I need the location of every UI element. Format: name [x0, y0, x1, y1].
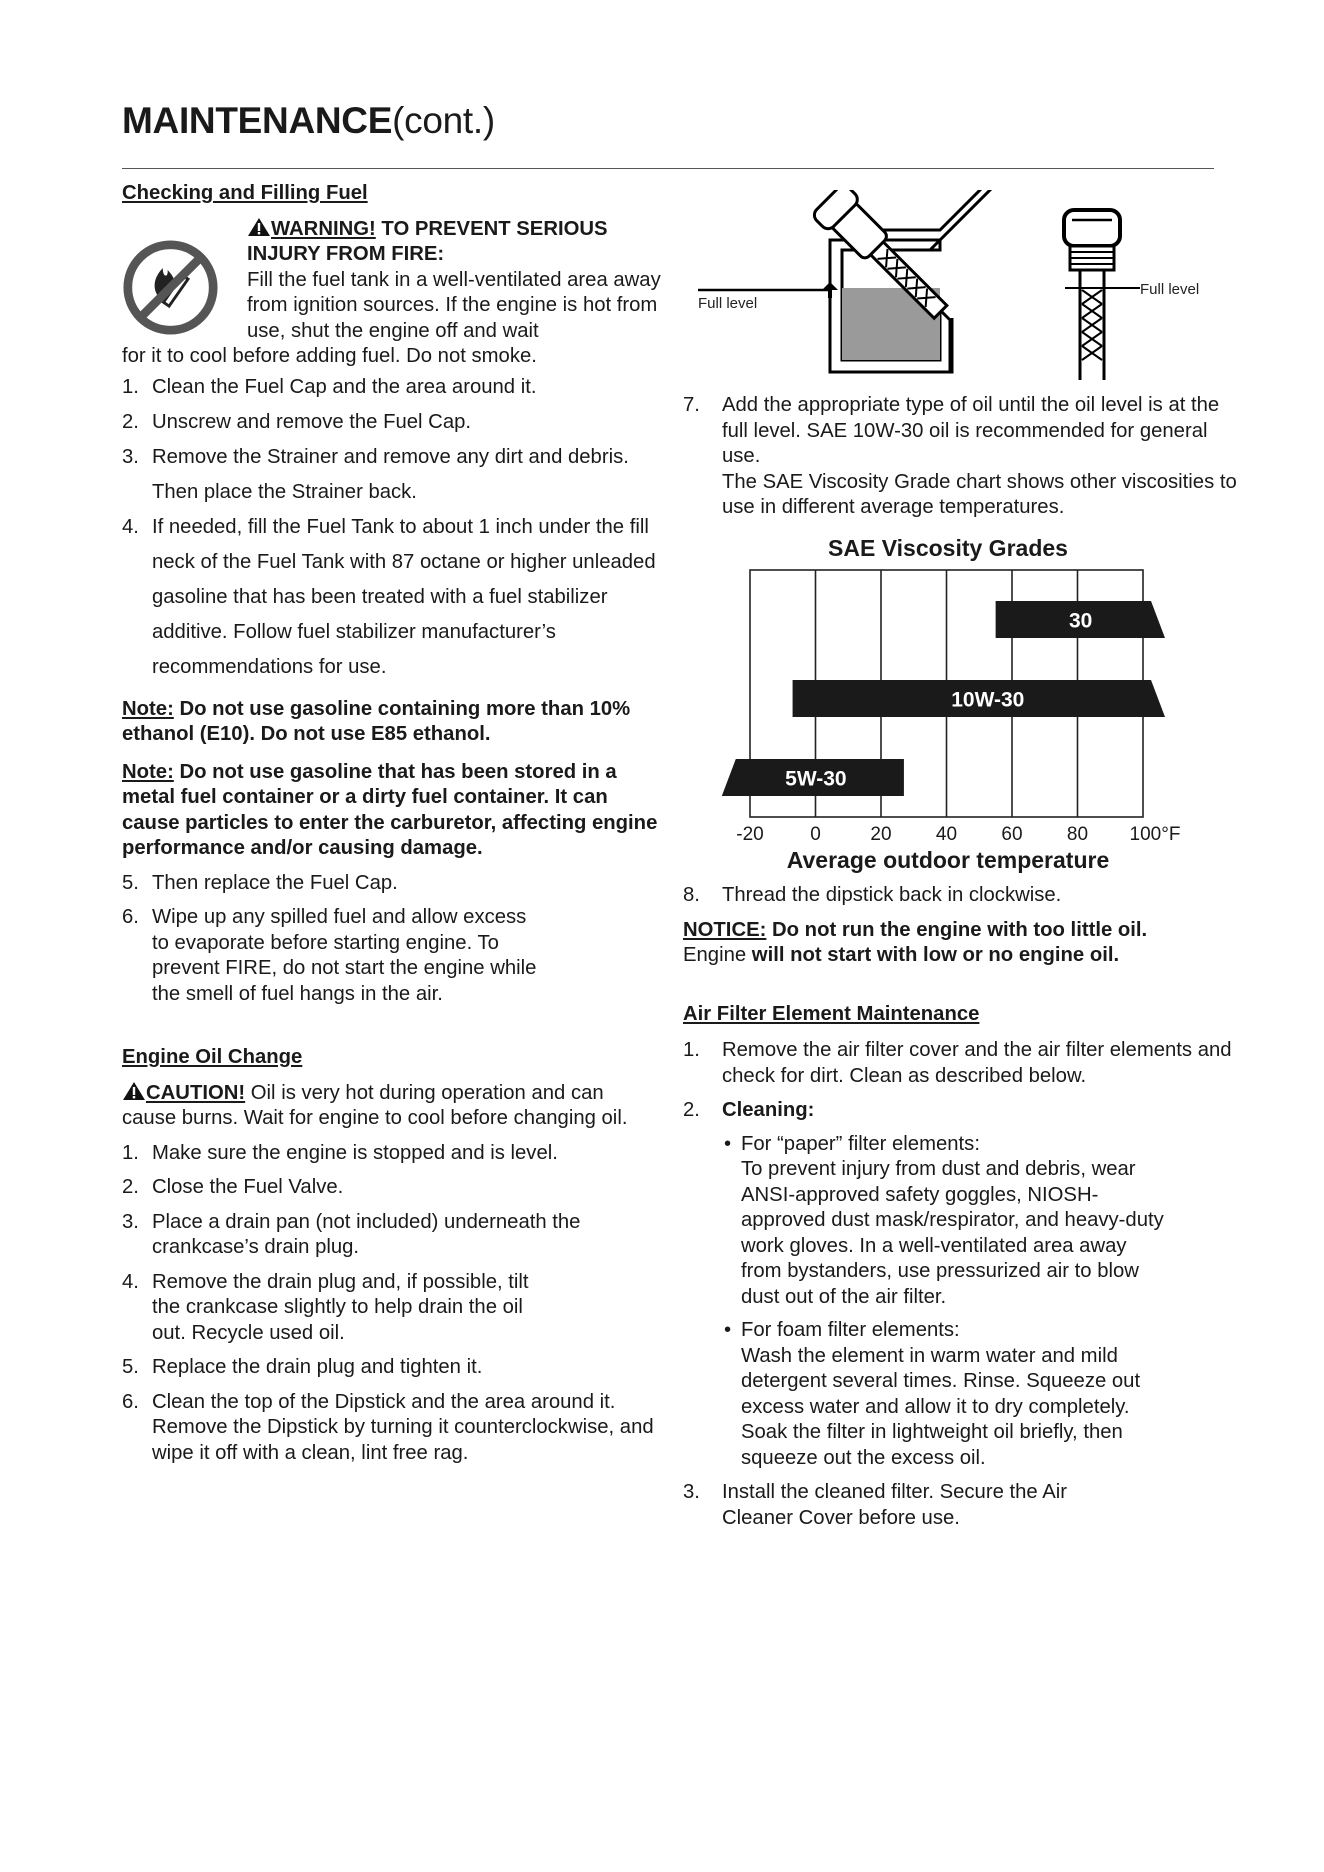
list-item: 3. Place a drain pan (not included) underneath the crankcase’s drain plug. [122, 1210, 581, 1258]
notice-label: NOTICE: [683, 918, 767, 941]
list-item: 6. Wipe up any spilled fuel and allow excess to evaporate before starting engine. To prevent FIRE, do not start the engine while the smell of fuel hangs in the air. [122, 906, 537, 1005]
air-step-1: 1. Remove the air filter cover and the air filter elements and check for dirt. Clean as described below. [683, 1039, 1232, 1087]
list-item: 1. Clean the Fuel Cap and the area around it. [122, 375, 537, 398]
foam-filter-item: • For foam filter elements: Wash the element in warm water and mild detergent several times. Rinse. Squeeze out excess water and allow it to dry completely. Soak the filter in lightweight oil briefly, then squeeze out the excess oil. [724, 1319, 1141, 1469]
chart-bars [722, 601, 1165, 796]
chart-tick-label: 0 [810, 824, 821, 845]
full-level-label-left: Full level [698, 295, 758, 312]
step7-text: Add the appropriate type of oil until the oil level is at the full level. SAE 10W-30 oil is recommended for general use. [722, 394, 1220, 467]
list-item: 1. Make sure the engine is stopped and is level. [122, 1141, 558, 1164]
chart-tick-label: 80 [1066, 824, 1089, 845]
low-oil-notice-line2: Engine will not start with low or no engine oil. [683, 944, 1120, 966]
step7-text-2: The SAE Viscosity Grade chart shows other viscosities to use in different average temperatures. [722, 470, 1237, 518]
ethanol-note: Note: Do not use gasoline containing more than 10% ethanol (E10). Do not use E85 ethanol. [122, 697, 631, 745]
low-oil-notice: NOTICE: Do not run the engine with too little oil. [683, 918, 1148, 941]
warning-triangle-icon [247, 217, 271, 237]
warning-text: Fill the fuel tank in a well-ventilated area away from ignition sources. If the engine is hot from use, shut the engine off and wait [247, 268, 661, 342]
warning-text-block [247, 217, 662, 345]
header-divider [122, 168, 1214, 169]
right-column-lower [683, 883, 1243, 1531]
list-item: 4. If needed, fill the Fuel Tank to about 1 inch under the fill neck of the Fuel Tank with 87 octane or higher unleaded gasoline that has been treated with a fuel stabilizer additive. Follow fuel stabilizer manufacturer’s recommendations for use. [122, 515, 656, 678]
warning-label: WARNING! [271, 217, 376, 240]
list-item: 4. Remove the drain plug and, if possible, tilt the crankcase slightly to help drain the oil out. Recycle used oil. [122, 1270, 529, 1344]
list-item: 2. Close the Fuel Valve. [122, 1176, 344, 1198]
no-fire-icon [122, 239, 219, 336]
dipstick-diagram [690, 190, 1230, 380]
list-item: 5. Then replace the Fuel Cap. [122, 871, 398, 894]
chart-tick-label: 40 [935, 824, 958, 845]
full-level-label-right: Full level [1140, 281, 1200, 298]
page-title-main: MAINTENANCE [122, 100, 393, 141]
chart-bar-label: 10W-30 [951, 688, 1025, 712]
chart-tick-label: -20 [736, 824, 764, 845]
caution-label: CAUTION! [146, 1081, 246, 1104]
fuel-section-title: Checking and Filling Fuel [122, 182, 368, 204]
chart-bar-label: 30 [1068, 609, 1093, 633]
chart-tick-label: 20 [870, 824, 892, 845]
air-step-2: 2. Cleaning: [683, 1099, 815, 1121]
chart-title: SAE Viscosity Grades [828, 535, 1068, 561]
air-filter-section-title: Air Filter Element Maintenance [683, 1002, 980, 1025]
sae-viscosity-chart [700, 525, 1200, 880]
chart-tick-label: 100°F [1129, 824, 1181, 845]
upright-dipstick [1064, 210, 1140, 380]
cleaning-bullets [683, 1132, 1243, 1472]
list-item: 2. Unscrew and remove the Fuel Cap. [122, 410, 472, 433]
oil-section-title: Engine Oil Change [122, 1046, 303, 1068]
oil-step-8: 8. Thread the dipstick back in clockwise. [683, 884, 1062, 906]
fuel-warning-block [122, 217, 662, 370]
fuel-container-note: Note: Do not use gasoline that has been stored in a metal fuel container or a dirty fuel container. It can cause particles to enter the carburetor, affecting engine performance and/or causing damage. [122, 760, 658, 859]
chart-tick-label: 60 [1001, 824, 1023, 845]
page-title-suffix: (cont.) [392, 100, 495, 141]
oil-steps-list [122, 1141, 662, 1467]
warning-text-continued: for it to cool before adding fuel. Do not smoke. [122, 345, 537, 367]
list-item: 5. Replace the drain plug and tighten it. [122, 1356, 483, 1378]
list-item: 3. Remove the Strainer and remove any dirt and debris. Then place the Strainer back. [122, 445, 629, 503]
chart-x-ticks [736, 824, 1180, 845]
air-step-3: 3. Install the cleaned filter. Secure the Air Cleaner Cover before use. [683, 1481, 1067, 1529]
left-column [122, 181, 662, 1466]
oil-step-7: 7. Add the appropriate type of oil until the oil level is at the full level. SAE 10W-30 oil is recommended for general use. The SAE Viscosity Grade chart shows other viscosities to use in different average temperatures. [683, 393, 1243, 521]
warning-triangle-icon [122, 1081, 146, 1101]
fuel-steps-list-2 [122, 871, 662, 1008]
list-item: 6. Clean the top of the Dipstick and the area around it. Remove the Dipstick by turning it counterclockwise, and wipe it off with a clean, lint free rag. [122, 1390, 654, 1464]
page-title [122, 100, 495, 142]
fuel-steps-list [122, 370, 662, 685]
paper-filter-item: • For “paper” filter elements: To prevent injury from dust and debris, wear ANSI-approved safety goggles, NIOSH-approved dust mask/respirator, and heavy-duty work gloves. In a well-ventilated area away from bystanders, use pressurized air to blow dust out of the air filter. [724, 1132, 1164, 1308]
caution-text: CAUTION! Oil is very hot during operation and can cause burns. Wait for engine to cool before changing oil. [122, 1081, 628, 1129]
chart-bar-label: 5W-30 [785, 767, 847, 791]
warning-heading: TO PREVENT SERIOUS INJURY FROM FIRE: [247, 217, 608, 265]
chart-x-axis-label: Average outdoor temperature [786, 847, 1110, 873]
